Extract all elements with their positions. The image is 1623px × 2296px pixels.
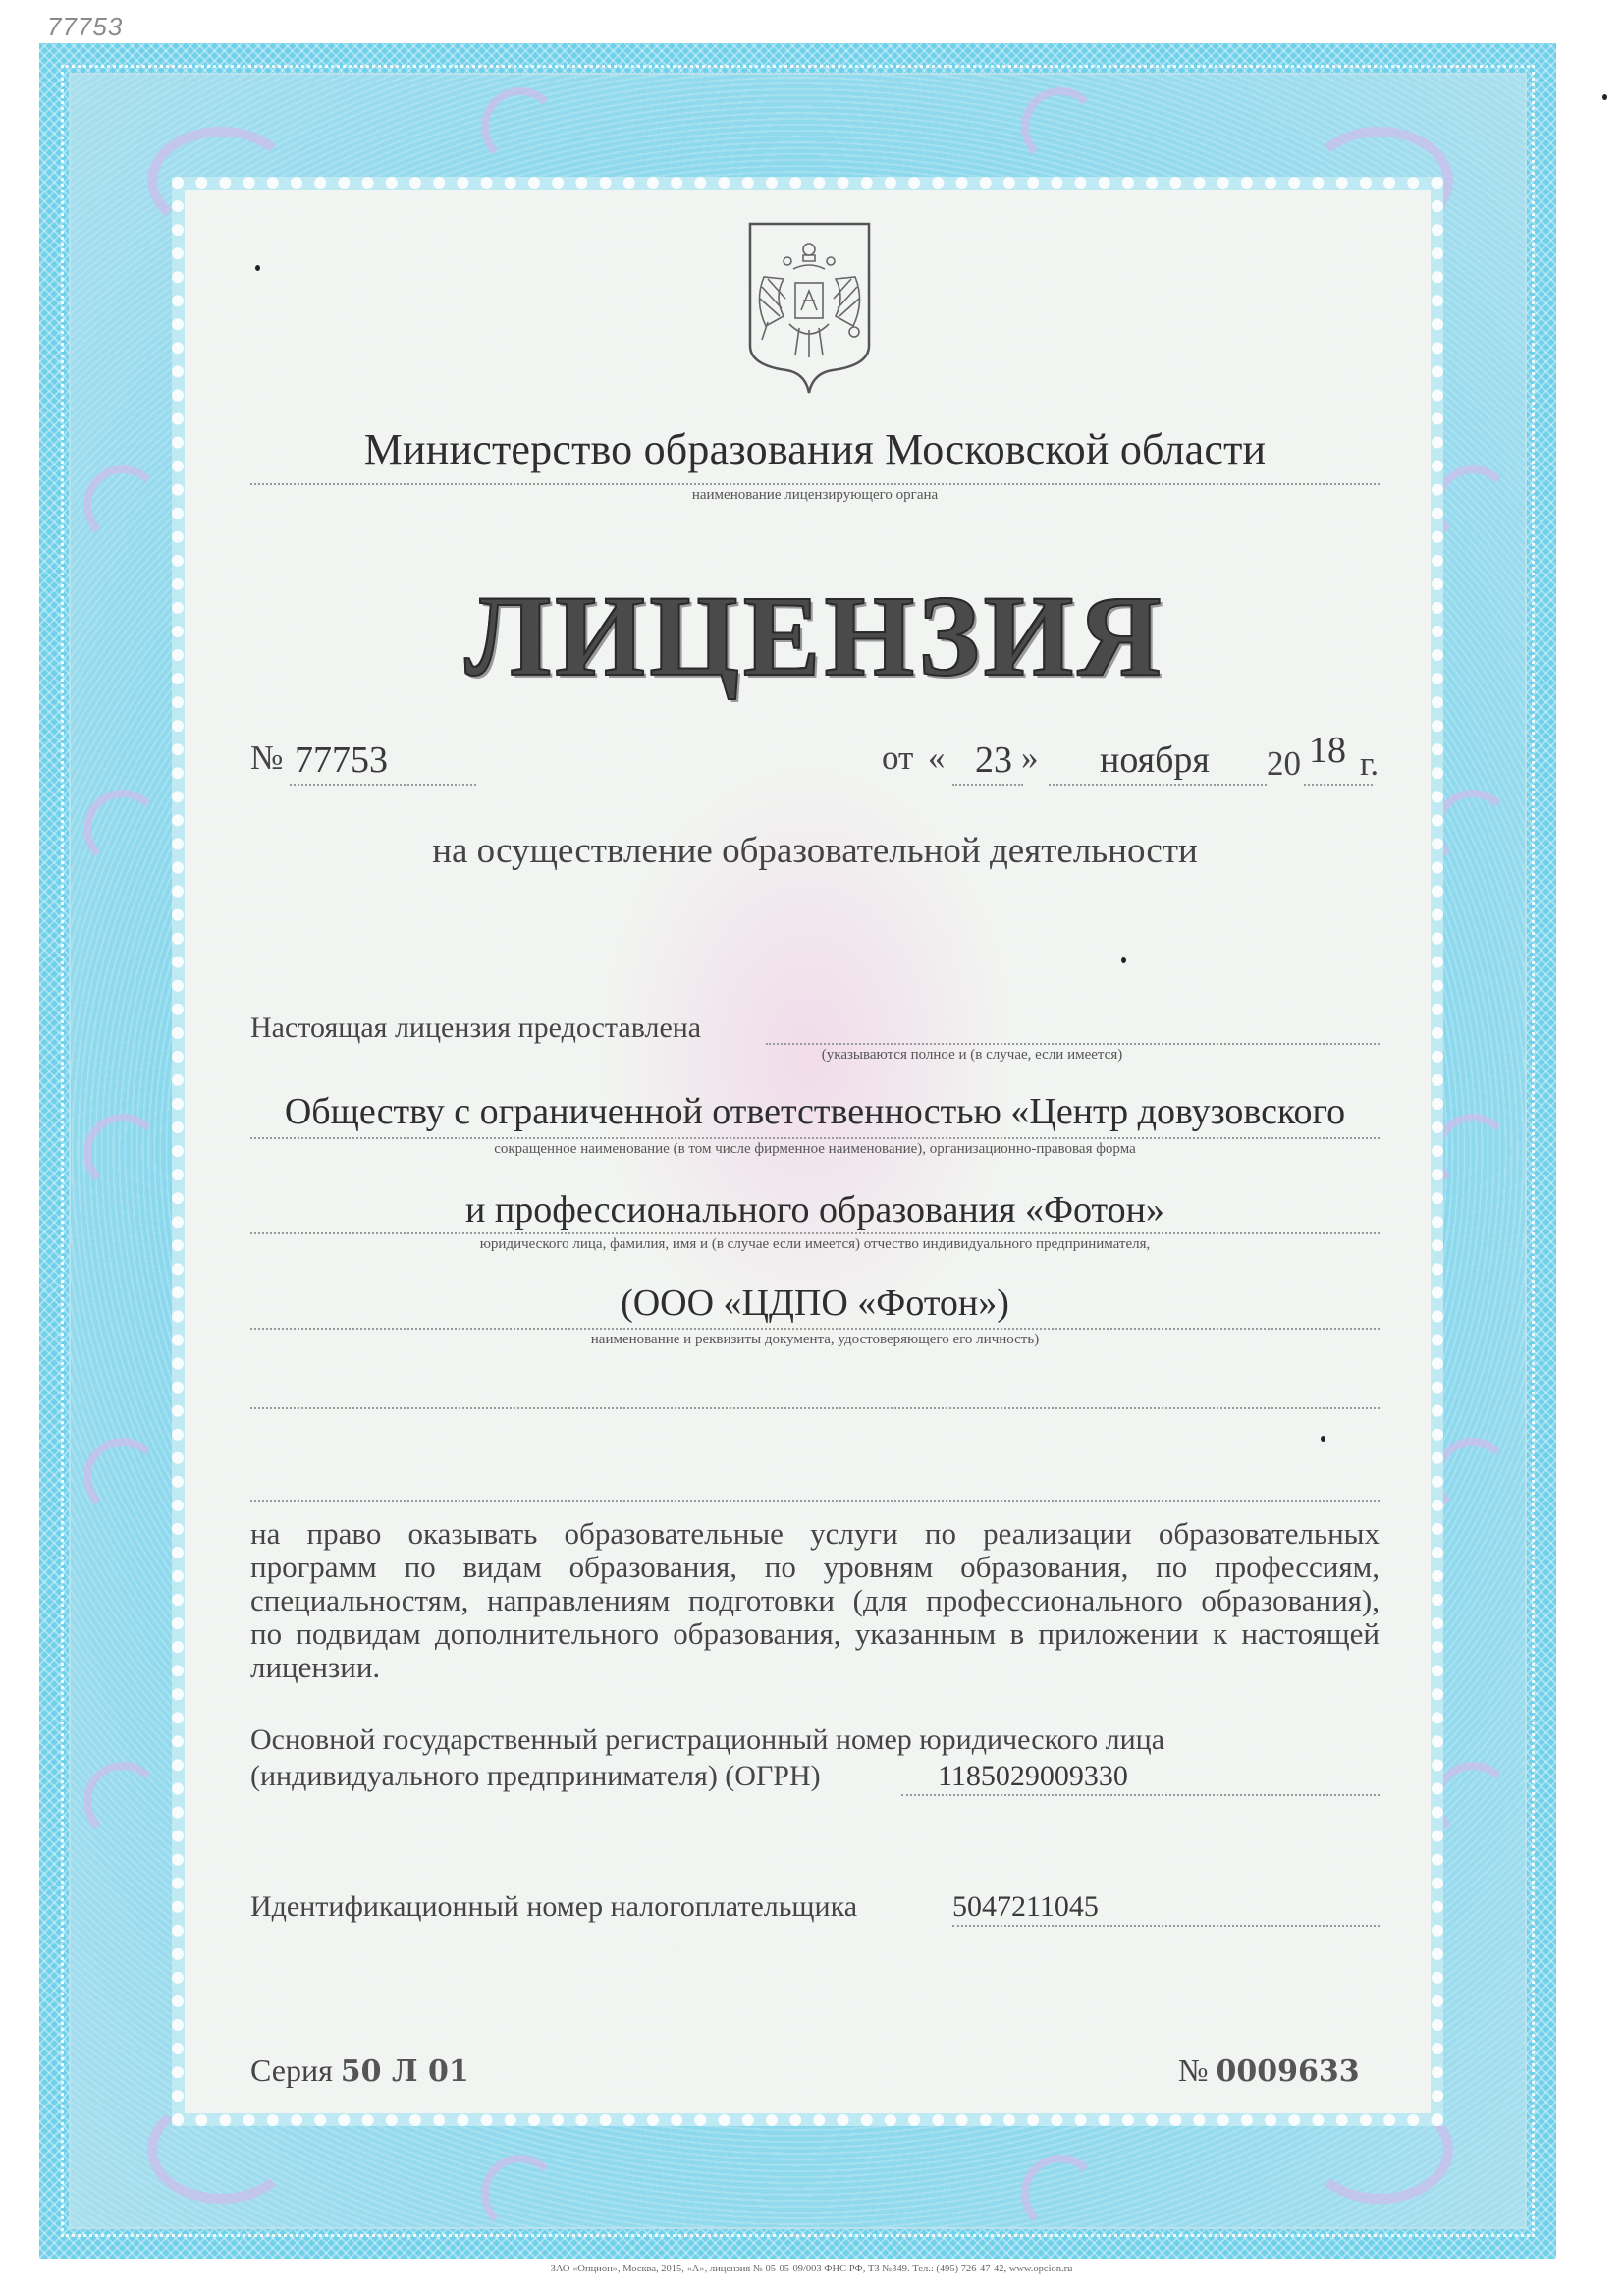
underline xyxy=(901,1794,1380,1796)
grantee-caption-1: (указываются полное и (в случае, если имеется) xyxy=(821,1047,1123,1063)
blank-number-label: № xyxy=(1178,2052,1209,2088)
underline xyxy=(250,1232,1380,1234)
license-number: 77753 xyxy=(295,739,388,781)
ornament-scroll-icon xyxy=(1434,790,1512,868)
license-rights-text: на право оказывать образовательные услуги по реализации образовательных программ по видам образования, по уровням образования, по профессиям, специальностям, направлениям подготовки (для профессионального образования), по подвидам дополнительного образования, указанным в приложении к настоящей лицензии. xyxy=(250,1516,1380,1684)
scan-speck xyxy=(1602,94,1607,100)
blank-number xyxy=(1178,2052,1360,2089)
underline xyxy=(1049,784,1267,786)
year-unit: г. xyxy=(1360,744,1380,783)
underline xyxy=(250,483,1380,485)
grantee-caption-2: сокращенное наименование (в том числе фирменное наименование), организационно-правовая форма xyxy=(494,1141,1136,1157)
scan-speck xyxy=(1121,957,1126,963)
ornament-scroll-icon xyxy=(481,2155,560,2233)
underline xyxy=(766,1043,1380,1045)
issuer-caption: наименование лицензирующего органа xyxy=(691,487,939,503)
blank-line xyxy=(250,1407,1380,1409)
quote-open: « xyxy=(928,738,946,777)
coat-of-arms-icon xyxy=(744,218,875,395)
underline xyxy=(952,784,1023,786)
handwritten-note: 77753 xyxy=(47,12,124,41)
underline xyxy=(1304,784,1373,786)
licensee-short-name: (ООО «ЦДПО «Фотон») xyxy=(621,1283,1009,1324)
ornament-scroll-icon xyxy=(83,1438,162,1516)
ogrn-value: 1185029009330 xyxy=(938,1760,1128,1792)
ornament-scroll-icon xyxy=(1434,465,1512,544)
ornament-scroll-icon xyxy=(481,87,560,166)
ornament-scroll-icon xyxy=(83,1114,162,1192)
blank-number-value: 0009633 xyxy=(1216,2054,1360,2089)
inn-label: Идентификационный номер налогоплательщика xyxy=(250,1890,858,1923)
series-value: 50 Л 01 xyxy=(340,2054,469,2089)
ornament-scroll-icon xyxy=(83,465,162,544)
ogrn-label-line-2: (индивидуального предпринимателя) (ОГРН) xyxy=(250,1760,821,1792)
ornament-scroll-icon xyxy=(1021,87,1100,166)
issuing-authority: Министерство образования Московской области xyxy=(363,425,1267,473)
grantee-intro: Настоящая лицензия предоставлена xyxy=(250,1011,702,1044)
series-label: Серия xyxy=(250,2052,333,2088)
document-title: ЛИЦЕНЗИЯ xyxy=(464,572,1165,700)
license-number-label: № xyxy=(250,738,284,777)
ogrn-label-line-1: Основной государственный регистрационный номер юридического лица xyxy=(250,1723,1165,1756)
underline xyxy=(290,784,476,786)
grantee-caption-4: наименование и реквизиты документа, удостоверяющего его личность) xyxy=(590,1332,1040,1347)
licensee-name-line-2: и профессионального образования «Фотон» xyxy=(465,1189,1164,1230)
licensee-name-line-1: Обществу с ограниченной ответственностью «Центр довузовского xyxy=(284,1091,1346,1132)
date-month: ноября xyxy=(1100,739,1210,781)
underline xyxy=(250,1328,1380,1330)
quote-close: » xyxy=(1021,738,1039,777)
printer-imprint: ЗАО «Опцион», Москва, 2015, «А», лицензия № 05-05-09/003 ФНС РФ, ТЗ №349. Тел.: (495) 726-47-42, www.opcion.ru xyxy=(550,2264,1073,2274)
license-purpose: на осуществление образовательной деятельности xyxy=(432,831,1198,871)
ornament-scroll-icon xyxy=(1434,1438,1512,1516)
ornament-scroll-icon xyxy=(83,1762,162,1840)
inn-value: 5047211045 xyxy=(952,1890,1099,1923)
date-day: 23 xyxy=(975,739,1012,781)
ornament-scroll-icon xyxy=(83,790,162,868)
underline xyxy=(250,1137,1380,1139)
scan-speck xyxy=(255,265,260,271)
ornament-scroll-icon xyxy=(1021,2155,1100,2233)
blank-series xyxy=(250,2052,469,2089)
ornament-scroll-icon xyxy=(1434,1762,1512,1840)
ornament-scroll-icon xyxy=(1434,1114,1512,1192)
year-suffix: 18 xyxy=(1309,730,1346,771)
blank-line xyxy=(250,1500,1380,1502)
underline xyxy=(952,1925,1380,1927)
scan-speck xyxy=(1321,1436,1325,1442)
grantee-caption-3: юридического лица, фамилия, имя и (в случае если имеется) отчество индивидуального предпринимателя, xyxy=(479,1236,1151,1252)
year-prefix: 20 xyxy=(1267,744,1301,783)
date-prefix: от xyxy=(882,738,914,777)
